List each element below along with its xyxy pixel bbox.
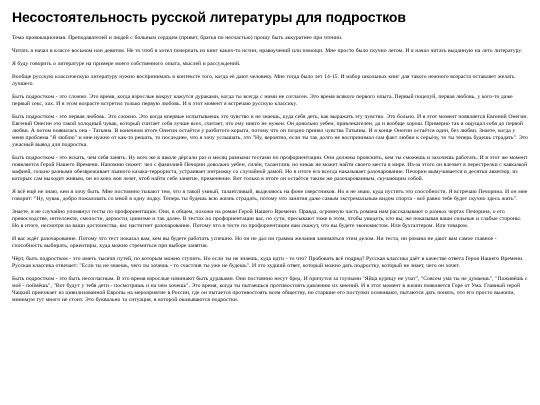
article-paragraph: И вас ждёт разочарование. Потому что тест показал вам, кем вы будете работать успешно. Но он не дал ни грамма желания заниматься этим делом. Ни теста, ни романа не дают вам самое главное - способность выбирать, ориентиры, куда можно стремиться при выборе занятия. [12, 236, 497, 249]
article-paragraph: Я буду говорить о литературе на примере моего собственного опыта, мыслей и рассуждений. [12, 61, 241, 67]
article-paragraph: Быть подростком - это сложно. Это время, когда взрослые вокруг кажутся дураками, когда ты всегда с ними не согласен. Это время всякого первого опыта. Первый поцелуй, первая любовь, у кого-то даже первый секс, хах. И в этом возрасте встретил только первую любовь. И в этот момент я встречаю русскую классику. [12, 94, 513, 107]
article-paragraph: Быть подростком - это первая любовь. Это сложно. Это когда впервые испытываешь это чувство и не знаешь, куда себя деть, как выражать эту чувство. Это больно. И в этот момент появляется Евгений Онегин. Евгений Онегин это такой холодный чувак, который считает себя лучше всех, считает, что ему никто не нужен. Он довольно уебен, привлекателен, да и вообще хорош. Примерно так я ощущал себя до первой любви. А потом появилась она - Татьяна. В конечном итоге Онегин остаётся у разбитого корыта, потому что он поздно принял чувства Татьяны. И я конце Онегин остаётся один, без любви. Знаете, когда у меня проблема "Я люблю" и мне нужно от как-то решать, то последнее, что я хочу услышать, это "Ну, вероятно, если ты так долго не воспринимал сам факт любви к серьёзу, то ты теперь будешь страдать". Это ужасный вывод для подростка. [12, 114, 528, 148]
article-paragraph: Я всё ещё не знаю, кем я хочу быть. Мне постоянно тыкают тем, что я такой умный, талантливый, выделяюсь на фоне сверстников. Но я не знаю, куда пустить это способности. Я встречаю Печорина. И он мне говорит: "Ну, чувак, добро пожаловать со мной в одну лодку. Теперь ты будешь всю жизнь страдать, потому что занятия даже самым экстремальным видом спорта - всё равно тебе будет скучно здесь жить". [12, 189, 528, 202]
article-paragraph: Знаете, я не случайно упомянул тесты по профориентации. Они, в общем, похожи на роман Герой Нашего Времени. Правда, огромную часть романа нам рассказывают о разных чертах Печорина, о его превосходстве, интеллекте, смелости, дерзости, цинизме и так далее. В тестах по профориентации вас, по сути, пресыкают тоже в этом, чтобы увидеть, кто вы, же показывая ваши сильные и слабые стороны. Но в итоге, несмотря на ваши достоинства, вас настигнет разочарование. Потому что в тесте по профориентации вам скажут, что вы будете экономистом. Или бухгалтером. Или товаром. [12, 209, 522, 229]
article-paragraph: Быть подростком - это быть несогласным. В это время взрослые начинают быть дураками. Они постоянно несут бред. И причутся за глупыми "Яйца курицу не учат", "Совсем ума ты не думаешь", "Поживёшь с моё - поймёшь", "Вот будут у тебя дети - посмотришь и на чем хочешь". Это время, когда ты пытаешься противостоять давлению их мнений. И в этот момент в жизни появляется Горе от Ума. Главный герой Чацкий приезжает из цивилизованной Европы на мероприятие в России, где он пытается противостоять всем обществу, но старшие его поступки осмеивают, пытаются дать понять, что его просто выжили, минимум тут много не стоит. Это буквально та ситуация, в которой оказываются подростки. [12, 276, 528, 303]
article-paragraph: Быть подростком - это искать, чем себя занять. Ну всех же в школе дёргали раз и месяц разными тестами по профориентации. Они должны прояснить, кем ты сможешь и захочешь работать. И в этот же момент появляется Герой Нашего Времени. Напомню сюжет: чел с фамилией Печорин довольно уебен, силён, талантлив, но никак не может найти своего места в мире. Из-за этого он влезает в перестрелки с кавказкой мафией, гольно разными обезвреживает пьяного казака-террориста, устраивает интрижку со случайной дамой. Но в итоге его всегда наказывает разочарование. Печорин вымучивается в десятки авантюр, из которых сам выходит живым, он из коих вон лезет, чтоб найти себе занятие, применение. Вот только в итоге он остаётся таким же разочарованным, скучающим собой. [12, 155, 528, 182]
article-title: Несостоятельность русской литературы для подростков [12, 9, 406, 25]
article-paragraph: Тема провокационная. Преподавателей и людей с больным сердцем (привет, братья по несчастью) прошу быть аккуратнее при чтении. [12, 35, 343, 41]
article-paragraph: Чёрт, быть подростком - это иметь тысячи путей, по которым можно ступить. Но если ты не знаешь, куда идти - то что? Пробовать всё подряд? Русская классика даёт в качестве ответа Героя Нашего Времени. Русская классика отвечает: "Если ты не знаешь, чего ты хочешь - то счастлив ты уже не будешь". И это худший ответ, который можно дать подростку, который не знает, чего он хочет. [12, 256, 524, 269]
article-paragraph: Вообще русскую классическую литературу нужно воспринимать в контексте того, когда её дают человеку. Мне тогда было лет 14-15. И набор школьных книг для такого нежного возраста оставляет желать лучшего. [12, 74, 515, 87]
article-paragraph: Читать я начал в классе восьмом или девятом. Не то чтоб я хотел почерпать из книг каких-то истин, нравоучений или помощи. Мне просто было скучно летом. И я начал читать выданную на лето литературу. [12, 48, 523, 54]
